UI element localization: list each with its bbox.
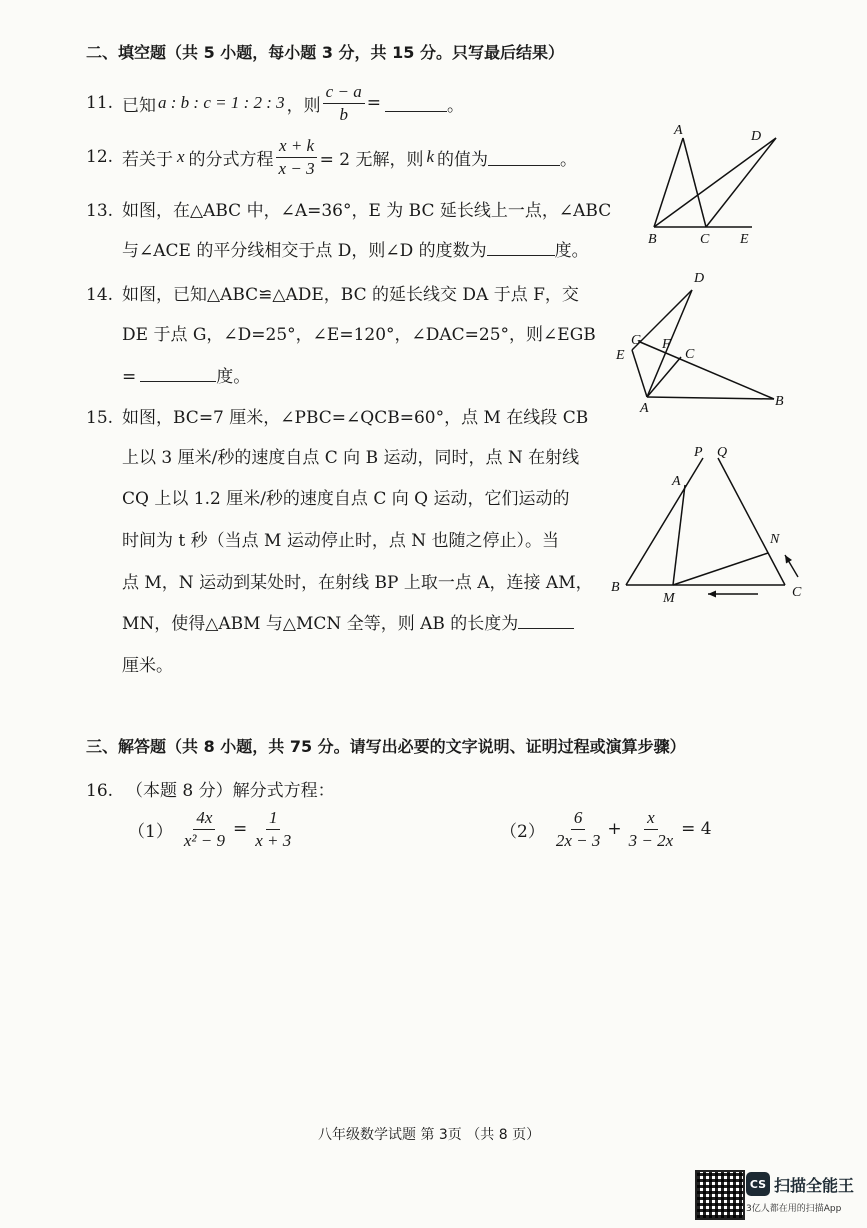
fig13-label-b: B <box>648 232 657 247</box>
qr-code-icon <box>695 1170 745 1220</box>
fig13-label-e: E <box>740 232 749 247</box>
figure-13 <box>640 120 760 250</box>
page-footer: 八年级数学试题 第 3页 （共 8 页） <box>318 1127 541 1143</box>
q11-frac-den: b <box>339 104 348 124</box>
q16-part-1 <box>128 808 296 850</box>
fig14-label-d: D <box>694 271 705 286</box>
q11-pre: 已知 <box>122 95 156 116</box>
watermark-tagline: 3亿人都在用的扫描App <box>746 1204 842 1214</box>
fig13-label-d: D <box>751 129 762 144</box>
q12-var: x <box>177 147 185 167</box>
question-16 <box>86 776 335 801</box>
fig13-label-c: C <box>700 232 710 247</box>
q12-frac-den: x − 3 <box>278 158 315 178</box>
q15-line5: 点 M，N 运动到某处时，在射线 BP 上取一点 A，连接 AM， <box>122 573 593 593</box>
q16-p1-left-fraction <box>181 808 228 850</box>
fig15-label-p: P <box>694 445 703 460</box>
fig15-line-mn <box>673 553 768 585</box>
fig14-label-f: F <box>662 337 671 352</box>
question-11 <box>86 82 464 124</box>
fig15-label-a: A <box>672 474 681 489</box>
q16-p2-left-fraction <box>553 808 604 850</box>
q16-p2-eq: = 4 <box>681 819 712 840</box>
q16-p2-right-den: 3 − 2x <box>628 830 674 850</box>
question-12 <box>86 136 577 178</box>
q15-number: 15. <box>86 408 114 428</box>
fig14-label-b: B <box>775 394 784 409</box>
fig14-label-g: G <box>631 333 642 348</box>
q11-fraction <box>323 82 365 124</box>
camscanner-logo-icon: CS <box>746 1172 770 1196</box>
watermark-brand: 扫描全能王 <box>774 1176 855 1195</box>
q15-line3: CQ 上以 1.2 厘米/秒的速度自点 C 向 Q 运动，它们运动的 <box>122 489 570 509</box>
fig13-line-ab <box>654 138 683 227</box>
q16-p2-left-num: 6 <box>571 808 586 830</box>
q14-number: 14. <box>86 285 114 305</box>
q12-end: 。 <box>560 149 577 170</box>
q16-p1-right-den: x + 3 <box>255 830 292 850</box>
q16-p1-label: （1） <box>128 821 173 842</box>
q15-line6-pre: MN，使得△ABM 与△MCN 全等，则 AB 的长度为 <box>122 614 519 634</box>
fig15-label-m: M <box>663 591 675 606</box>
q16-text: （本题 8 分）解分式方程： <box>126 781 335 801</box>
fig13-label-a: A <box>674 123 683 138</box>
q13-number: 13. <box>86 201 114 221</box>
fig14-line-ac <box>647 357 681 397</box>
q11-mid: ，则 <box>286 95 321 116</box>
q14-line1: 如图，已知△ABC≌△ADE，BC 的延长线交 DA 于点 F，交 <box>122 285 579 305</box>
fig15-arrowhead-cm <box>708 591 716 598</box>
section-2-heading: 二、填空题（共 5 小题，每小题 3 分，共 15 分。只写最后结果） <box>86 43 564 62</box>
q16-p1-left-den: x² − 9 <box>183 830 225 850</box>
q12-mid: 的分式方程 <box>188 149 274 170</box>
q14-line3-pre: = <box>122 367 137 387</box>
question-14 <box>86 280 579 305</box>
fig14-line-gb <box>640 342 774 399</box>
q12-eq: = 2 无解，则 <box>319 149 424 170</box>
fig14-line-ab <box>647 397 774 399</box>
fig15-label-b: B <box>611 580 620 595</box>
q13-line1: 如图，在△ABC 中，∠A=36°，E 为 BC 延长线上一点，∠ABC <box>122 201 612 221</box>
fig14-label-c: C <box>685 347 695 362</box>
question-15 <box>86 403 588 428</box>
q12-k: k <box>426 147 434 167</box>
q16-p1-right-fraction <box>252 808 294 850</box>
q16-p1-left-num: 4x <box>193 808 215 830</box>
fig13-line-cd <box>706 138 776 227</box>
q11-ratio: a : b : c = 1 : 2 : 3 <box>158 93 285 113</box>
q16-p2-left-den: 2x − 3 <box>555 830 601 850</box>
fig13-line-ac <box>683 138 706 227</box>
question-13-line2 <box>122 236 589 261</box>
q16-p1-right-num: 1 <box>266 808 281 830</box>
q11-end: 。 <box>446 95 464 116</box>
question-14-line3 <box>122 362 250 387</box>
fig14-label-a: A <box>640 401 649 416</box>
figure-14 <box>612 262 802 414</box>
q14-line2: DE 于点 G，∠D=25°，∠E=120°，∠DAC=25°，则∠EGB <box>122 325 596 345</box>
q13-line2-end: 度。 <box>554 241 589 261</box>
question-13 <box>86 196 611 221</box>
question-15-line6 <box>122 609 574 634</box>
q16-p1-eq: = <box>232 819 248 840</box>
figure-15 <box>608 440 808 605</box>
q15-line2: 上以 3 厘米/秒的速度自点 C 向 B 运动，同时，点 N 在射线 <box>122 448 580 468</box>
q15-line1: 如图，BC=7 厘米，∠PBC=∠QCB=60°，点 M 在线段 CB <box>122 408 589 428</box>
q12-number: 12. <box>86 147 114 168</box>
fig14-line-ea <box>632 350 647 397</box>
q16-p2-right-num: x <box>644 808 658 830</box>
fig13-line-bd <box>654 138 776 227</box>
fig15-label-q: Q <box>717 445 728 460</box>
q15-line7: 厘米。 <box>122 656 173 676</box>
q12-pre: 若关于 <box>122 149 173 170</box>
q11-frac-num: c − a <box>323 82 365 104</box>
q15-answer-blank[interactable] <box>518 611 574 629</box>
fig15-label-n: N <box>770 532 780 547</box>
fig15-ray-bp <box>626 458 703 585</box>
q13-answer-blank[interactable] <box>487 238 555 256</box>
q15-line4: 时间为 t 秒（当点 M 运动停止时，点 N 也随之停止）。当 <box>122 531 560 551</box>
q16-p2-right-fraction <box>626 808 677 850</box>
q14-answer-blank[interactable] <box>140 364 216 382</box>
q16-p2-label: （2） <box>500 821 545 842</box>
fig15-label-c: C <box>792 585 802 600</box>
q13-line2-pre: 与∠ACE 的平分线相交于点 D，则∠D 的度数为 <box>122 241 487 261</box>
q14-line3-end: 度。 <box>216 367 251 387</box>
q12-answer-blank[interactable] <box>488 148 560 166</box>
q12-fraction <box>276 136 318 178</box>
q11-eq: = <box>366 93 381 114</box>
q12-frac-num: x + k <box>276 136 317 158</box>
q16-p2-plus: + <box>607 819 622 840</box>
fig14-label-e: E <box>616 348 625 363</box>
q16-part-2 <box>500 808 712 850</box>
section-3-heading: 三、解答题（共 8 小题，共 75 分。请写出必要的文字说明、证明过程或演算步骤） <box>86 737 686 756</box>
q12-post: 的值为 <box>437 149 488 170</box>
q11-answer-blank[interactable] <box>385 94 447 112</box>
q16-number: 16. <box>86 781 114 801</box>
fig15-line-am <box>673 485 685 585</box>
q11-number: 11. <box>86 93 114 114</box>
